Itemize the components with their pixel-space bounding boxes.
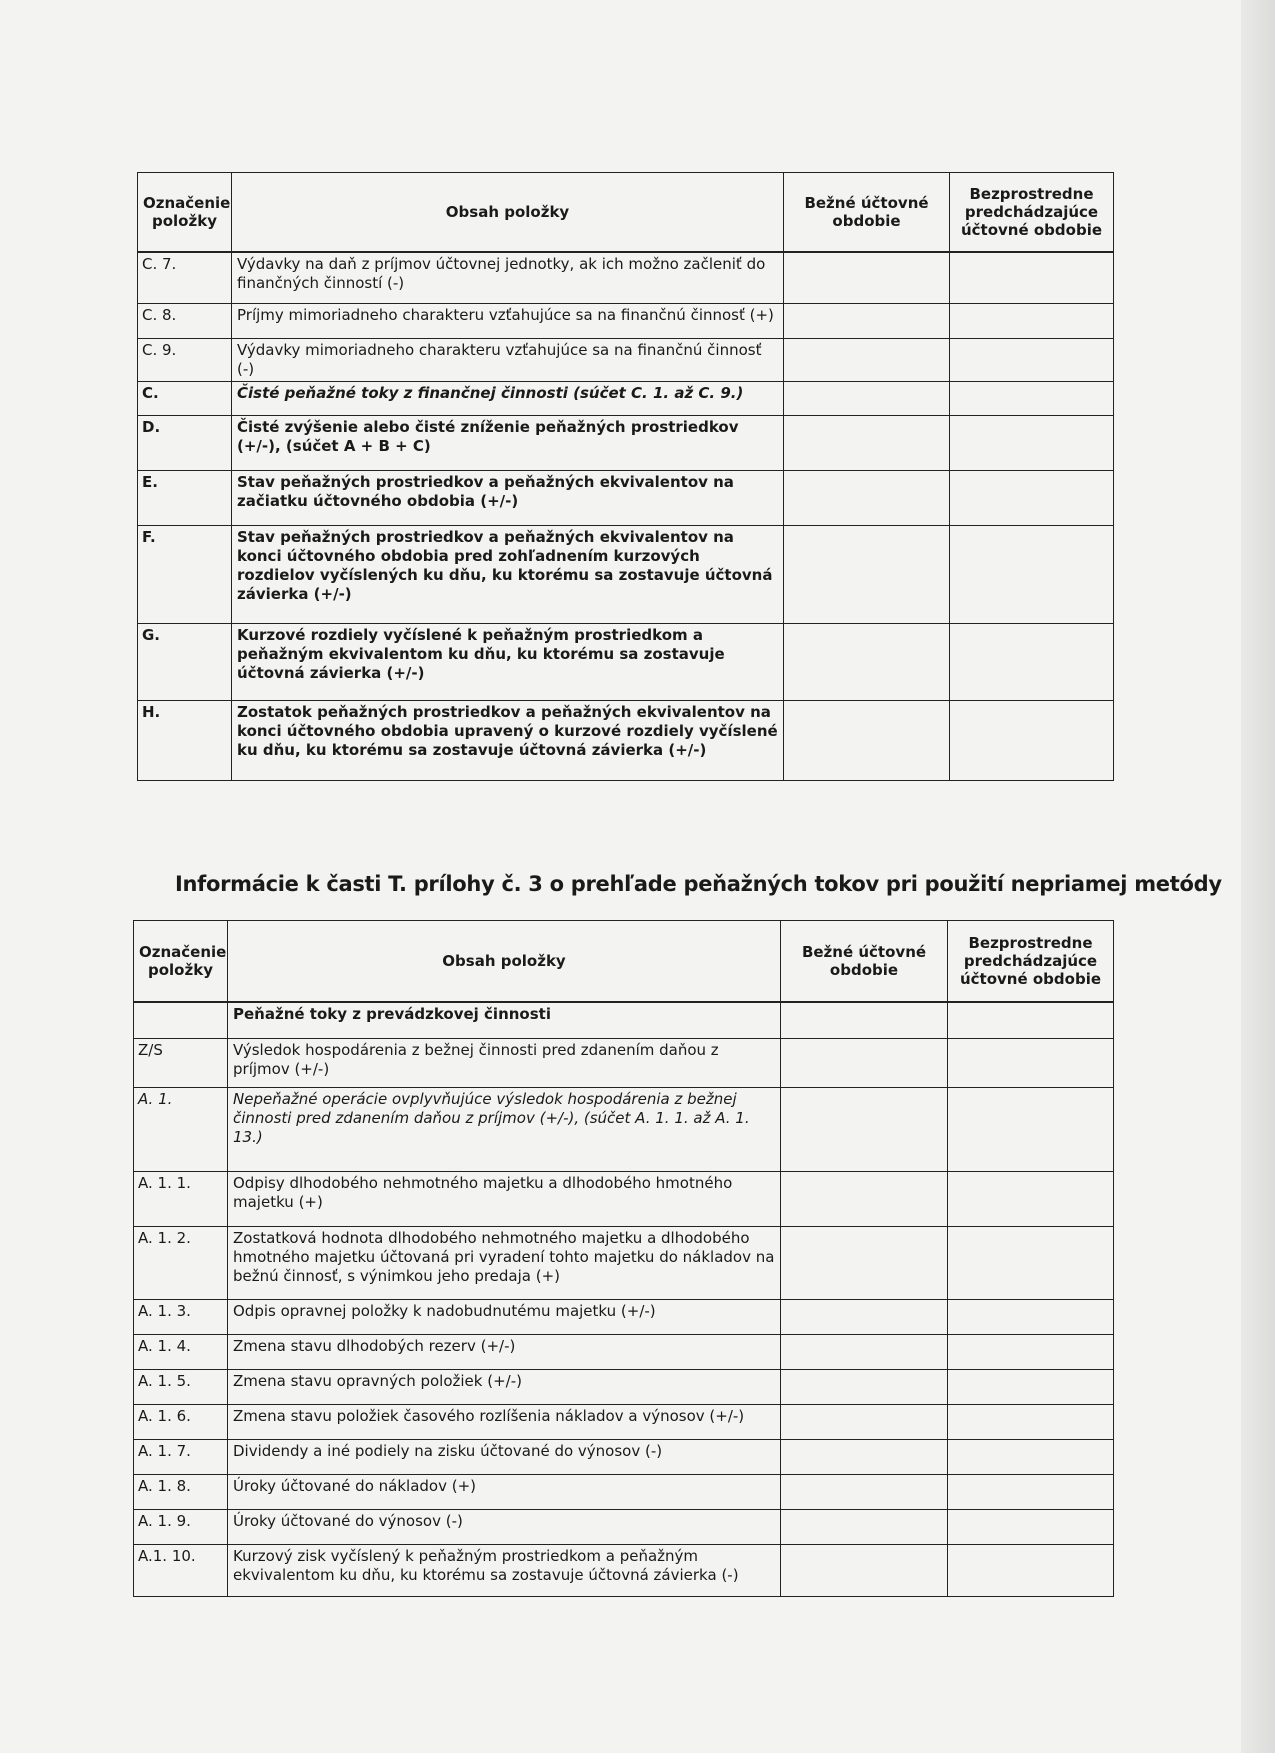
- header-current-period: Bežné účtovné obdobie: [784, 173, 950, 252]
- cell-previous: [948, 1545, 1114, 1597]
- table-row: [134, 1545, 1114, 1597]
- row-text: Odpisy dlhodobého nehmotného majetku a dlhodobého hmotného majetku (+): [228, 1172, 781, 1227]
- cell-previous: [948, 1088, 1114, 1172]
- cell-current: [781, 1510, 948, 1545]
- cell-current: [781, 1002, 948, 1039]
- row-code: G.: [138, 624, 232, 701]
- row-code: F.: [138, 526, 232, 624]
- table-row: [134, 1475, 1114, 1510]
- table-row: [134, 1440, 1114, 1475]
- cell-previous: [950, 339, 1114, 382]
- cell-current: [781, 1300, 948, 1335]
- header-previous-period: Bezprostredne predchádzajúce účtovné obdobie: [950, 173, 1114, 252]
- row-code: A. 1. 3.: [134, 1300, 228, 1335]
- cell-current: [781, 1172, 948, 1227]
- subheading: Peňažné toky z prevádzkovej činnosti: [228, 1002, 781, 1039]
- cell-current: [781, 1335, 948, 1370]
- row-text: Zostatok peňažných prostriedkov a peňažných ekvivalentov na konci účtovného obdobia upravený o kurzové rozdiely vyčíslené ku dňu, ku ktorému sa zostavuje účtovná závierka (+/-): [232, 701, 784, 781]
- cell-previous: [948, 1039, 1114, 1088]
- row-text: Výdavky na daň z príjmov účtovnej jednotky, ak ich možno začleniť do finančných činností (-): [232, 252, 784, 304]
- table-row: [138, 526, 1114, 624]
- cash-flow-table-bottom: [133, 920, 1114, 1597]
- cell-current: [781, 1227, 948, 1300]
- table-row: [134, 1227, 1114, 1300]
- row-code: A. 1. 2.: [134, 1227, 228, 1300]
- row-text: Odpis opravnej položky k nadobudnutému majetku (+/-): [228, 1300, 781, 1335]
- table-row: [138, 339, 1114, 382]
- row-code: [134, 1002, 228, 1039]
- table-row: [134, 1370, 1114, 1405]
- row-code: A. 1. 7.: [134, 1440, 228, 1475]
- row-code: A. 1. 9.: [134, 1510, 228, 1545]
- cell-current: [784, 701, 950, 781]
- row-text: Zostatková hodnota dlhodobého nehmotného majetku a dlhodobého hmotného majetku účtovaná pri vyradení tohto majetku do nákladov na bežnú činnosť, s výnimkou jeho predaja (+): [228, 1227, 781, 1300]
- cell-previous: [948, 1405, 1114, 1440]
- row-text: Zmena stavu opravných položiek (+/-): [228, 1370, 781, 1405]
- row-code: C. 8.: [138, 304, 232, 339]
- header-code: Označenie položky: [138, 173, 232, 252]
- cell-current: [781, 1370, 948, 1405]
- row-code: C. 9.: [138, 339, 232, 382]
- row-code: A. 1. 6.: [134, 1405, 228, 1440]
- row-text: Úroky účtované do výnosov (-): [228, 1510, 781, 1545]
- header-previous-period: Bezprostredne predchádzajúce účtovné obdobie: [948, 921, 1114, 1002]
- cell-current: [781, 1440, 948, 1475]
- cash-flow-table-top: [137, 172, 1114, 781]
- cell-previous: [948, 1440, 1114, 1475]
- table-row: [138, 624, 1114, 701]
- row-code: Z/S: [134, 1039, 228, 1088]
- cell-current: [781, 1405, 948, 1440]
- row-text: Úroky účtované do nákladov (+): [228, 1475, 781, 1510]
- cell-previous: [950, 382, 1114, 416]
- cell-previous: [948, 1335, 1114, 1370]
- cell-previous: [950, 471, 1114, 526]
- cell-current: [781, 1088, 948, 1172]
- row-text: Zmena stavu položiek časového rozlíšenia nákladov a výnosov (+/-): [228, 1405, 781, 1440]
- cell-current: [784, 304, 950, 339]
- row-code: A. 1. 5.: [134, 1370, 228, 1405]
- page-edge: [1241, 0, 1275, 1753]
- row-text: Zmena stavu dlhodobých rezerv (+/-): [228, 1335, 781, 1370]
- cell-current: [784, 252, 950, 304]
- header-content: Obsah položky: [228, 921, 781, 1002]
- header-current-period: Bežné účtovné obdobie: [781, 921, 948, 1002]
- cell-previous: [950, 416, 1114, 471]
- table-row: [134, 1510, 1114, 1545]
- cell-previous: [948, 1300, 1114, 1335]
- table-row: [138, 304, 1114, 339]
- table-row: [134, 1335, 1114, 1370]
- row-code: C.: [138, 382, 232, 416]
- row-text: Čisté peňažné toky z finančnej činnosti (súčet C. 1. až C. 9.): [232, 382, 784, 416]
- header-code: Označenie položky: [134, 921, 228, 1002]
- cell-current: [784, 382, 950, 416]
- row-code: A.1. 10.: [134, 1545, 228, 1597]
- cell-previous: [948, 1475, 1114, 1510]
- cell-previous: [948, 1510, 1114, 1545]
- row-text: Kurzové rozdiely vyčíslené k peňažným prostriedkom a peňažným ekvivalentom ku dňu, ku ktorému sa zostavuje účtovná závierka (+/-): [232, 624, 784, 701]
- row-code: E.: [138, 471, 232, 526]
- table-row: [134, 1405, 1114, 1440]
- cell-previous: [950, 304, 1114, 339]
- row-text: Výsledok hospodárenia z bežnej činnosti pred zdanením daňou z príjmov (+/-): [228, 1039, 781, 1088]
- cell-previous: [948, 1370, 1114, 1405]
- row-code: A. 1. 4.: [134, 1335, 228, 1370]
- table-row: [138, 701, 1114, 781]
- table-row: [138, 471, 1114, 526]
- cell-current: [781, 1475, 948, 1510]
- row-text: Čisté zvýšenie alebo čisté zníženie peňažných prostriedkov (+/-), (súčet A + B + C): [232, 416, 784, 471]
- header-content: Obsah položky: [232, 173, 784, 252]
- row-code: A. 1. 1.: [134, 1172, 228, 1227]
- cell-current: [784, 339, 950, 382]
- row-code: H.: [138, 701, 232, 781]
- row-code: A. 1. 8.: [134, 1475, 228, 1510]
- table-row: [138, 416, 1114, 471]
- table-row: [138, 382, 1114, 416]
- row-text: Nepeňažné operácie ovplyvňujúce výsledok hospodárenia z bežnej činnosti pred zdanením daňou z príjmov (+/-), (súčet A. 1. 1. až A. 1. 13.): [228, 1088, 781, 1172]
- cell-previous: [950, 701, 1114, 781]
- cell-previous: [950, 624, 1114, 701]
- row-text: Kurzový zisk vyčíslený k peňažným prostriedkom a peňažným ekvivalentom ku dňu, ku ktorému sa zostavuje účtovná závierka (-): [228, 1545, 781, 1597]
- table-row: [138, 252, 1114, 304]
- row-text: Dividendy a iné podiely na zisku účtované do výnosov (-): [228, 1440, 781, 1475]
- cell-current: [781, 1039, 948, 1088]
- cell-current: [784, 416, 950, 471]
- table-row: [134, 1300, 1114, 1335]
- table-row: [134, 1088, 1114, 1172]
- cell-previous: [950, 526, 1114, 624]
- cell-current: [784, 624, 950, 701]
- row-text: Stav peňažných prostriedkov a peňažných ekvivalentov na začiatku účtovného obdobia (+/-): [232, 471, 784, 526]
- table-row: [134, 1039, 1114, 1088]
- cell-previous: [948, 1172, 1114, 1227]
- row-text: Stav peňažných prostriedkov a peňažných ekvivalentov na konci účtovného obdobia pred zohľadnením kurzových rozdielov vyčíslených ku dňu, ku ktorému sa zostavuje účtovná závierka (+/-): [232, 526, 784, 624]
- cell-previous: [948, 1227, 1114, 1300]
- row-text: Príjmy mimoriadneho charakteru vzťahujúce sa na finančnú činnosť (+): [232, 304, 784, 339]
- cell-previous: [948, 1002, 1114, 1039]
- row-text: Výdavky mimoriadneho charakteru vzťahujúce sa na finančnú činnosť (-): [232, 339, 784, 382]
- cell-current: [784, 526, 950, 624]
- subheading-row: [134, 1002, 1114, 1039]
- row-code: C. 7.: [138, 252, 232, 304]
- cell-current: [781, 1545, 948, 1597]
- section-heading: Informácie k časti T. prílohy č. 3 o prehľade peňažných tokov pri použití nepriamej metódy: [175, 872, 1222, 896]
- row-code: D.: [138, 416, 232, 471]
- row-code: A. 1.: [134, 1088, 228, 1172]
- cell-current: [784, 471, 950, 526]
- table-row: [134, 1172, 1114, 1227]
- cell-previous: [950, 252, 1114, 304]
